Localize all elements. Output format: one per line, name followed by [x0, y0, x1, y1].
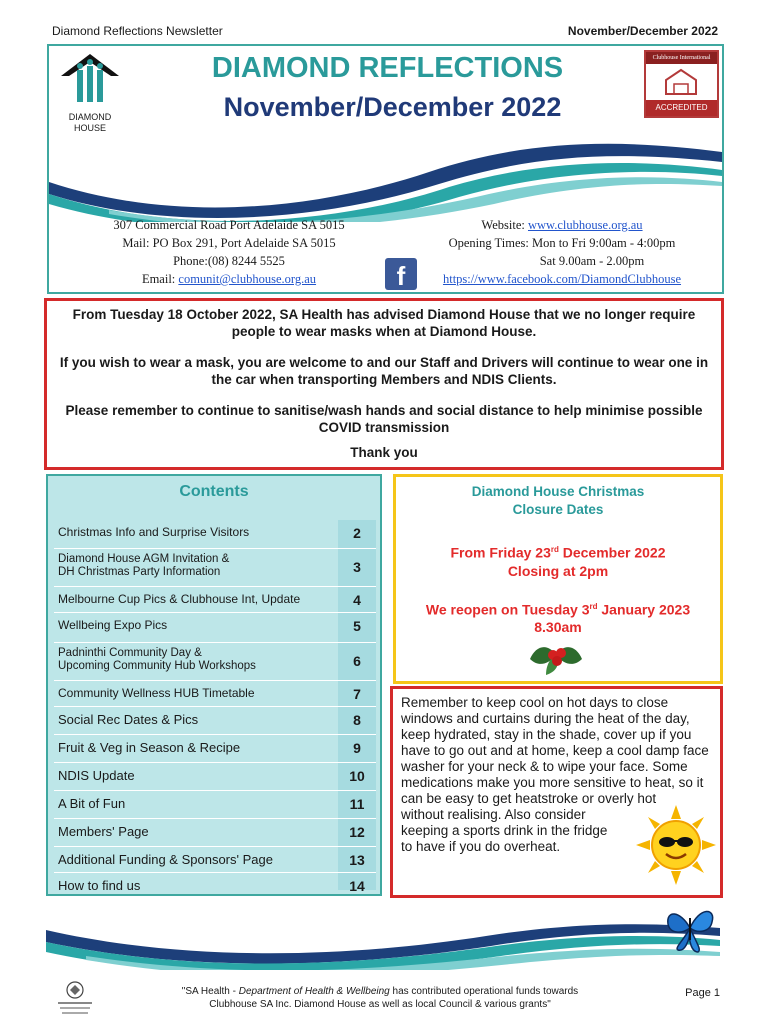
contents-item-page: 10: [349, 768, 365, 784]
contents-item[interactable]: [54, 706, 376, 732]
web-hours-block: [412, 216, 712, 288]
closure-title-line-1: Diamond House Christmas: [471, 484, 645, 499]
contents-item-label: Melbourne Cup Pics & Clubhouse Int, Update: [58, 592, 301, 606]
funding-line-2: Clubhouse SA Inc. Diamond House as well as local Council & various grants": [209, 999, 551, 1010]
accredited-badge: [644, 50, 719, 118]
closing-date-month: December 2022: [558, 544, 666, 561]
reopen-date-text: We reopen on Tuesday 3: [425, 601, 590, 618]
heat-advice-box: [390, 686, 723, 898]
badge-bottom-text: ACCREDITED: [646, 100, 717, 116]
newsletter-title: DIAMOND REFLECTIONS: [211, 52, 564, 84]
funding-line-1: [130, 985, 630, 998]
masthead: [47, 44, 724, 294]
contents-item-page: 3: [353, 559, 361, 575]
contents-item-label: Diamond House AGM Invitation & DH Christmas Party Information: [58, 553, 230, 578]
contents-item[interactable]: [54, 762, 376, 788]
weekday-hours: Opening Times: Mon to Fri 9:00am - 4:00pm: [448, 236, 676, 250]
contact-address-block: [49, 216, 409, 288]
covid-notice: [44, 298, 724, 470]
contents-item[interactable]: [54, 818, 376, 844]
closing-date-text: From Friday 23: [450, 544, 551, 561]
notice-paragraph-2: If you wish to wear a mask, you are welcome to and our Staff and Drivers will continue to wear one in the car when transporting Members and NDIS Clients.: [59, 355, 709, 387]
contents-item[interactable]: [54, 642, 376, 678]
contents-item[interactable]: [54, 612, 376, 640]
logo-line-2: HOUSE: [73, 123, 106, 133]
contents-item[interactable]: [54, 548, 376, 584]
contents-item-label: Wellbeing Expo Pics: [58, 618, 168, 632]
contents-item-page: 6: [353, 653, 361, 669]
heat-text-line-2: without realising. Also consider: [401, 807, 586, 822]
phone-number: Phone:(08) 8244 5525: [173, 254, 285, 268]
funding-acknowledgement: [130, 985, 630, 1011]
footer-wave-graphic: [46, 900, 720, 970]
contents-item[interactable]: [54, 734, 376, 760]
contents-item-label: Members' Page: [58, 824, 149, 839]
badge-top-text: Clubhouse International: [646, 52, 717, 64]
funding-department: Department of Health & Wellbeing: [238, 986, 390, 997]
closure-title-line-2: Closure Dates: [512, 502, 604, 517]
contents-item[interactable]: [54, 872, 376, 896]
contents-title: Contents: [179, 483, 249, 500]
contents-item-page: 9: [353, 740, 361, 756]
email-link[interactable]: comunit@clubhouse.org.au: [178, 272, 317, 286]
reopen-time: 8.30am: [534, 619, 582, 636]
issue-date: November/December 2022: [567, 24, 718, 38]
closing-time: Closing at 2pm: [507, 562, 609, 579]
logo-line-1: DIAMOND: [68, 112, 112, 122]
contents-item-page: 7: [353, 686, 361, 702]
facebook-icon[interactable]: f: [385, 258, 417, 290]
street-address: 307 Commercial Road Port Adelaide SA 5015: [113, 218, 345, 232]
contents-item[interactable]: [54, 586, 376, 610]
notice-paragraph-1: From Tuesday 18 October 2022, SA Health has advised Diamond House that we no longer require people to wear masks when at Diamond House.: [72, 307, 696, 339]
heat-text-line-3: keeping a sports drink in the fridge: [401, 823, 608, 838]
contents-item-label: How to find us: [58, 878, 141, 893]
contents-item-page: 5: [353, 618, 361, 634]
contents-item-label: Christmas Info and Surprise Visitors: [58, 525, 250, 539]
contents-item-page: 2: [353, 525, 361, 541]
closing-date-suffix: rd: [550, 545, 559, 554]
contents-item-page: 8: [353, 712, 361, 728]
sun-icon: [636, 805, 716, 885]
contents-item[interactable]: [54, 790, 376, 816]
facebook-link[interactable]: https://www.facebook.com/DiamondClubhouse: [442, 272, 682, 286]
contents-item-label: NDIS Update: [58, 768, 135, 783]
email-line: [49, 270, 409, 288]
reopen-date: [396, 598, 720, 619]
heat-text-line-4: to have if you do overheat.: [401, 839, 561, 854]
header-wave-graphic: [49, 142, 722, 222]
email-label: Email:: [141, 272, 179, 286]
table-of-contents: [46, 474, 382, 896]
sa-government-logo: [52, 980, 98, 1016]
contents-item-label: A Bit of Fun: [58, 796, 126, 811]
contents-item-label: Social Rec Dates & Pics: [58, 712, 199, 727]
contents-item-label: Padninthi Community Day & Upcoming Community Hub Workshops: [58, 647, 256, 672]
saturday-hours: Sat 9.00am - 2.00pm: [539, 254, 645, 268]
contents-item-page: 11: [349, 796, 365, 812]
website-label: Website:: [481, 218, 528, 232]
contents-item-label: Additional Funding & Sponsors' Page: [58, 852, 273, 867]
notice-paragraph-3: Please remember to continue to sanitise/wash hands and social distance to help minimise possible COVID transmission: [65, 403, 703, 435]
contents-item-label: Community Wellness HUB Timetable: [58, 686, 255, 700]
heat-text-main: Remember to keep cool on hot days to close windows and curtains during the heat of the day, keep hydrated, stay in the shade, cover up if you have to go out and at home, keep a cool damp face washer for your neck & to wipe your face. Some medications make you more sensitive to heat, so it can be easy to get heatstroke or overly hot: [401, 695, 709, 806]
contents-item[interactable]: [54, 680, 376, 704]
contents-item-page: 4: [353, 592, 361, 608]
contents-item-label: Fruit & Veg in Season & Recipe: [58, 740, 241, 755]
page-number: Page 1: [685, 987, 720, 999]
contents-item[interactable]: [54, 520, 376, 546]
butterfly-icon: [662, 900, 718, 956]
closing-date: [396, 541, 720, 562]
holly-icon: [526, 635, 586, 679]
newsletter-name: Diamond Reflections Newsletter: [52, 24, 223, 38]
contents-item-page: 13: [349, 852, 365, 868]
contents-item-page: 12: [349, 824, 365, 840]
funding-quote-open: "SA Health -: [181, 986, 239, 997]
notice-thanks: Thank you: [350, 445, 418, 460]
newsletter-subtitle: November/December 2022: [223, 92, 562, 122]
website-link[interactable]: www.clubhouse.org.au: [527, 218, 643, 232]
contents-item[interactable]: [54, 846, 376, 870]
running-header: [52, 22, 718, 40]
website-line: [412, 216, 712, 234]
funding-quote-rest: has contributed operational funds towards: [389, 986, 579, 997]
house-icon: [646, 64, 717, 102]
christmas-closure-box: [393, 474, 723, 684]
contents-item-page: 14: [349, 878, 365, 894]
reopen-date-suffix: rd: [589, 601, 598, 611]
mail-address: Mail: PO Box 291, Port Adelaide SA 5015: [122, 236, 336, 250]
reopen-date-month: January 2023: [597, 601, 691, 618]
